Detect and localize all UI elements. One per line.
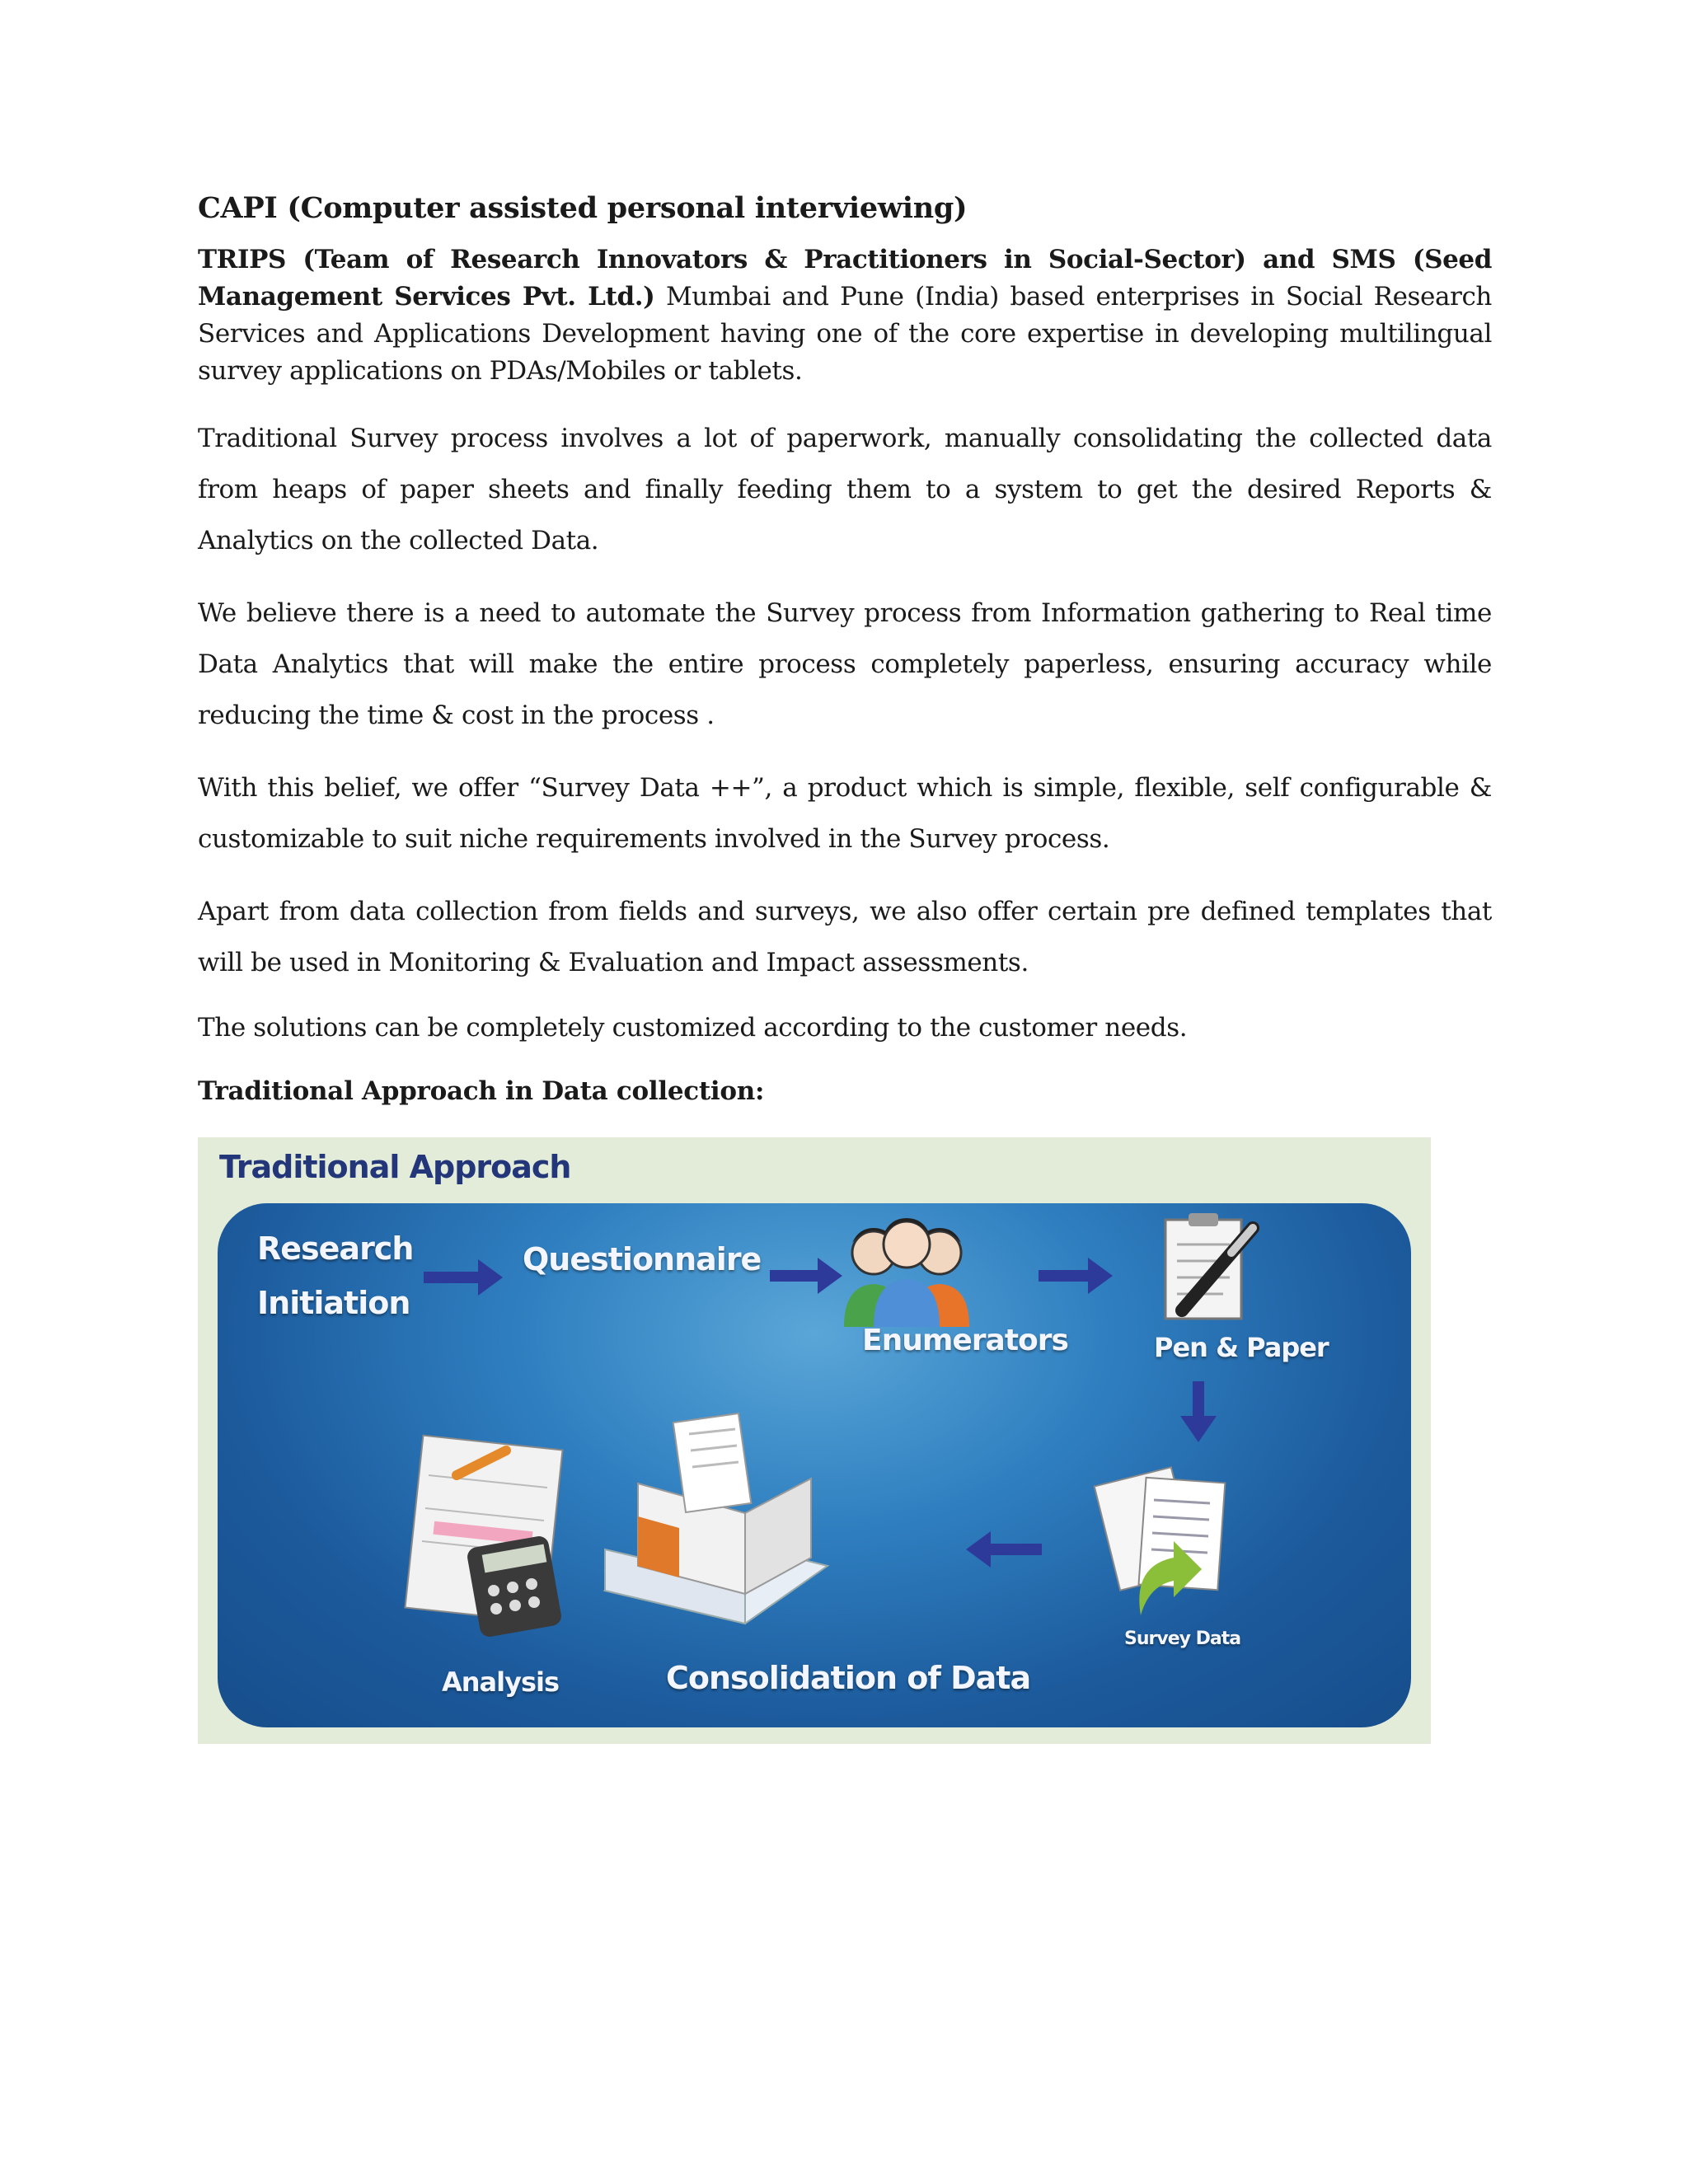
paragraph-belief: We believe there is a need to automate the Survey process from Information gathering to Real time Data Analytics that will make the entire process completely paperless, ensuring accuracy while reducing the time & cost in the process . [198, 598, 1492, 730]
intro-paragraph [198, 241, 1492, 390]
paragraph-traditional-process: Traditional Survey process involves a lot of paperwork, manually consolidating the collected data from heaps of paper sheets and finally feeding them to a system to get the desired Reports & Analytics on the collected Data. [198, 424, 1492, 555]
research-label: Research [257, 1230, 414, 1267]
arrow-right-icon [424, 1259, 503, 1296]
analysis-label: Analysis [442, 1666, 560, 1698]
calculator-chart-icon [405, 1436, 562, 1638]
intro-text: Mumbai and Pune (India) based enterprises in Social Research Services and Applications Development having one of the core expertise in developing multilingual survey applications on PDAs/Mobiles or tablets. [198, 282, 1493, 386]
pen-paper-label: Pen & Paper [1154, 1332, 1329, 1363]
arrow-down-icon [1180, 1381, 1217, 1442]
diagram-panel [218, 1203, 1411, 1727]
paragraph-offer: With this belief, we offer “Survey Data ++”, a product which is simple, flexible, self configurable & customizable to suit niche requirements involved in the Survey process. [198, 773, 1492, 854]
document-page [198, 191, 1492, 1744]
clipboard-pen-icon [1165, 1213, 1253, 1319]
initiation-label: Initiation [257, 1285, 410, 1321]
arrow-right-icon [1039, 1258, 1113, 1294]
arrow-left-icon [966, 1531, 1042, 1568]
consolidation-label: Consolidation of Data [666, 1660, 1031, 1696]
questionnaire-label: Questionnaire [523, 1241, 762, 1277]
file-box-icon [605, 1413, 828, 1624]
enumerators-label: Enumerators [862, 1324, 1068, 1357]
people-icon [844, 1218, 969, 1327]
arrow-right-icon [770, 1258, 842, 1294]
traditional-approach-diagram [198, 1137, 1431, 1744]
survey-papers-icon [1095, 1467, 1226, 1615]
section-subheading: Traditional Approach in Data collection: [198, 1076, 765, 1106]
page-title: CAPI (Computer assisted personal interviewing) [198, 191, 968, 225]
diagram-title: Traditional Approach [219, 1149, 571, 1185]
paragraph-customization: The solutions can be completely customized according to the customer needs. [198, 1013, 1188, 1043]
survey-data-label: Survey Data [1124, 1629, 1241, 1649]
paragraph-templates: Apart from data collection from fields and surveys, we also offer certain pre defined templates that will be used in Monitoring & Evaluation and Impact assessments. [198, 897, 1492, 977]
intro-bold-text: TRIPS (Team of Research Innovators & Practitioners in Social-Sector) and SMS (Seed Management Services Pvt. Ltd.) [198, 245, 1492, 312]
research-initiation-label [257, 1221, 422, 1330]
